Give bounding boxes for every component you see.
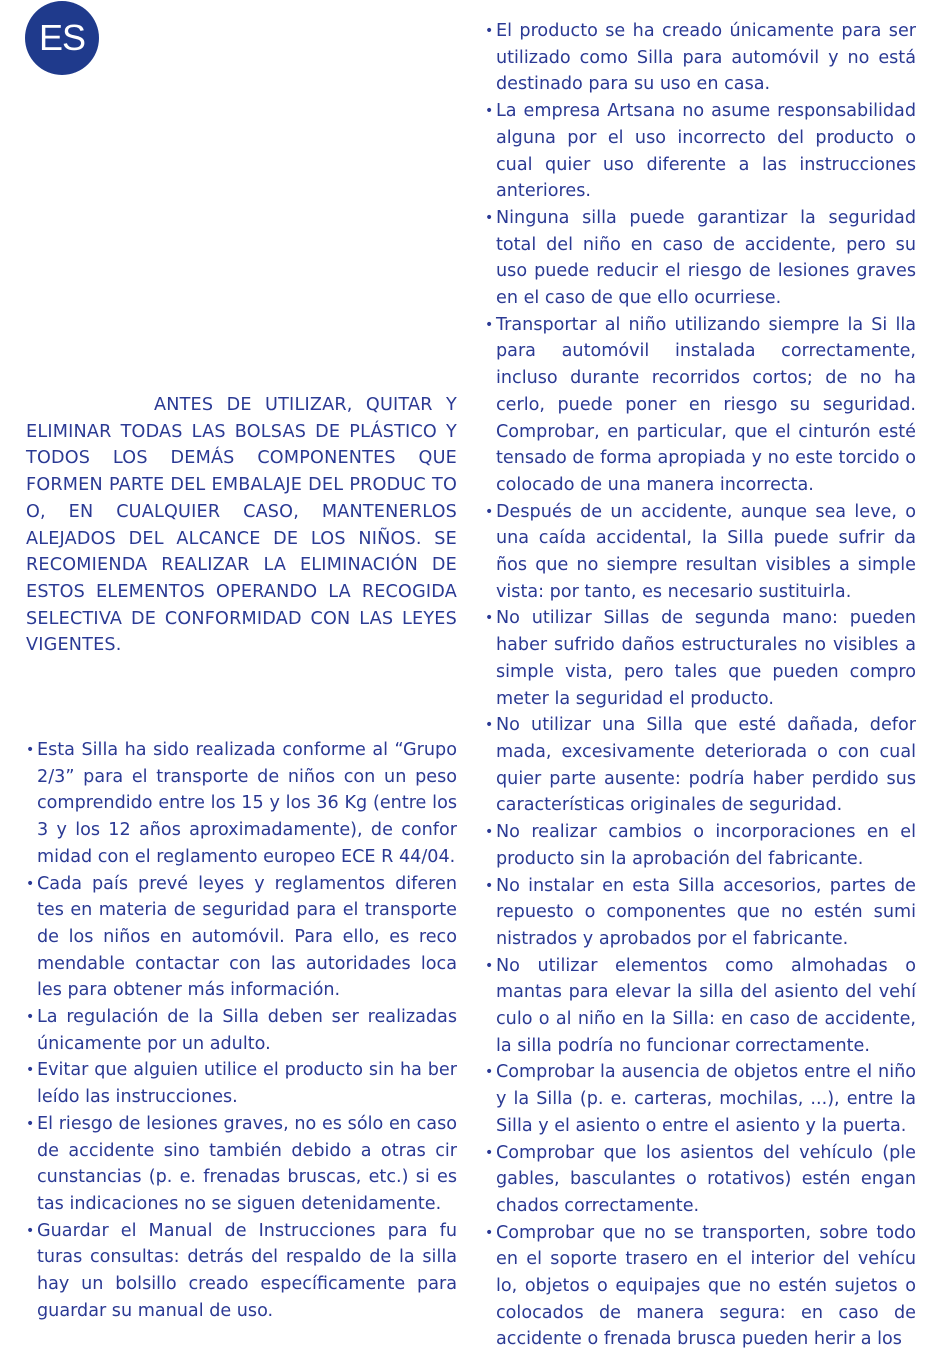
list-item: • Después de un accidente, aunque sea leve, o una caída accidental, la Silla puede sufrir da ños que no siempre resultan visibles a simple vista: por tanto, es necesario sustituirla.	[485, 499, 916, 606]
list-item: • Transportar al niño utilizando siempre la Si lla para automóvil instalada correctamente, incluso durante recorridos cortos; de no ha cerlo, puede poner en riesgo su seguridad. Comprobar, en particular, que el cinturón esté tensado de forma apropiada y no este torcido o colocado de una manera incorrecta.	[485, 312, 916, 499]
packaging-warning-text: ANTES DE UTILIZAR, QUITAR Y ELIMINAR TODAS LAS BOLSAS DE PLÁSTICO Y TODOS LOS DEMÁS COMPONENTES QUE FORMEN PARTE DEL EMBALAJE DEL PRODUC TO O, EN CUALQUIER CASO, MANTENERLOS ALEJADOS DEL ALCANCE DE LOS NIÑOS. SE RECOMIENDA REALIZAR LA ELIMINACIÓN DE ESTOS ELEMENTOS OPERANDO LA RECOGIDA SELECTIVA DE CONFORMIDAD CON LAS LEYES VIGENTES.	[26, 395, 457, 656]
bullet-icon: •	[26, 1009, 35, 1026]
list-item: • Comprobar que no se transporten, sobre todo en el soporte trasero en el interior del vehícu lo, objetos o equipajes que no estén sujetos o colocados de manera segura: en caso de accidente o frenada brusca pueden herir a los	[485, 1220, 916, 1353]
bullet-icon: •	[485, 957, 494, 974]
list-item: • Comprobar la ausencia de objetos entre el niño y la Silla (p. e. carteras, mochilas, ...), entre la Silla y el asiento o entre el asiento y la puerta.	[485, 1059, 916, 1139]
list-item: • No utilizar elementos como almohadas o mantas para elevar la silla del asiento del vehí culo o al niño en la Silla: en caso de accidente, la silla podría no funcionar correctamente.	[485, 953, 916, 1060]
bullet-icon: •	[26, 1062, 35, 1079]
bullet-icon: •	[485, 824, 494, 841]
list-item: • Cada país prevé leyes y reglamentos diferen tes en materia de seguridad para el transporte de los niños en automóvil. Para ello, es reco mendable contactar con las autoridades loca les para obtener más información.	[26, 871, 457, 1005]
bullet-icon: •	[485, 1144, 494, 1161]
bullet-icon: •	[485, 877, 494, 894]
bullet-icon: •	[26, 742, 35, 758]
list-item: • El producto se ha creado únicamente para ser utilizado como Silla para automóvil y no está destinado para su uso en casa.	[485, 18, 916, 98]
list-item: • No realizar cambios o incorporaciones en el producto sin la aprobación del fabricante.	[485, 819, 916, 872]
list-item: • No instalar en esta Silla accesorios, partes de repuesto o componentes que no estén sumi nistrados y aprobados por el fabricante.	[485, 873, 916, 953]
list-item: • La regulación de la Silla deben ser realizadas únicamente por un adulto.	[26, 1004, 457, 1057]
bullet-icon: •	[485, 1224, 494, 1241]
bullet-icon: •	[26, 1115, 35, 1132]
language-badge: ES	[25, 1, 99, 75]
list-item: • Evitar que alguien utilice el producto sin ha ber leído las instrucciones.	[26, 1057, 457, 1110]
packaging-warning	[26, 392, 457, 659]
bullet-icon: •	[485, 503, 494, 520]
right-safety-list	[485, 18, 916, 1353]
list-item: • Esta Silla ha sido realizada conforme al “Grupo 2/3” para el transporte de niños con un peso comprendido entre los 15 y los 36 Kg (entre los 3 y los 12 años aproximadamente), de confor midad con el reglamento europeo ECE R 44/04.	[26, 737, 457, 871]
bullet-icon: •	[485, 23, 494, 39]
list-item: • Ninguna silla puede garantizar la seguridad total del niño en caso de accidente, pero su uso puede reducir el riesgo de lesiones graves en el caso de que ello ocurriese.	[485, 205, 916, 312]
left-safety-list	[26, 737, 457, 1324]
list-item: • El riesgo de lesiones graves, no es sólo en caso de accidente sino también debido a otras cir cunstancias (p. e. frenadas bruscas, etc.) si es tas indicaciones no se siguen detenidamente.	[26, 1111, 457, 1218]
bullet-icon: •	[485, 316, 494, 333]
bullet-icon: •	[26, 1222, 35, 1239]
list-item: • Guardar el Manual de Instrucciones para fu turas consultas: detrás del respaldo de la silla hay un bolsillo creado específicamente para guardar su manual de uso.	[26, 1218, 457, 1325]
list-item: • No utilizar Sillas de segunda mano: pueden haber sufrido daños estructurales no visibles a simple vista, pero tales que pueden compro meter la seguridad el producto.	[485, 605, 916, 712]
bullet-icon: •	[485, 103, 494, 120]
bullet-icon: •	[485, 209, 494, 226]
list-item: • Comprobar que los asientos del vehículo (ple gables, basculantes o rotativos) estén engan chados correctamente.	[485, 1140, 916, 1220]
list-item: • No utilizar una Silla que esté dañada, defor mada, excesivamente deteriorada o con cual quier parte ausente: podría haber perdido sus características originales de seguridad.	[485, 712, 916, 819]
bullet-icon: •	[485, 610, 494, 627]
bullet-icon: •	[485, 1064, 494, 1081]
bullet-icon: •	[485, 717, 494, 734]
bullet-icon: •	[26, 875, 35, 892]
list-item: • La empresa Artsana no asume responsabilidad alguna por el uso incorrecto del producto o cual quier uso diferente a las instrucciones anteriores.	[485, 98, 916, 205]
